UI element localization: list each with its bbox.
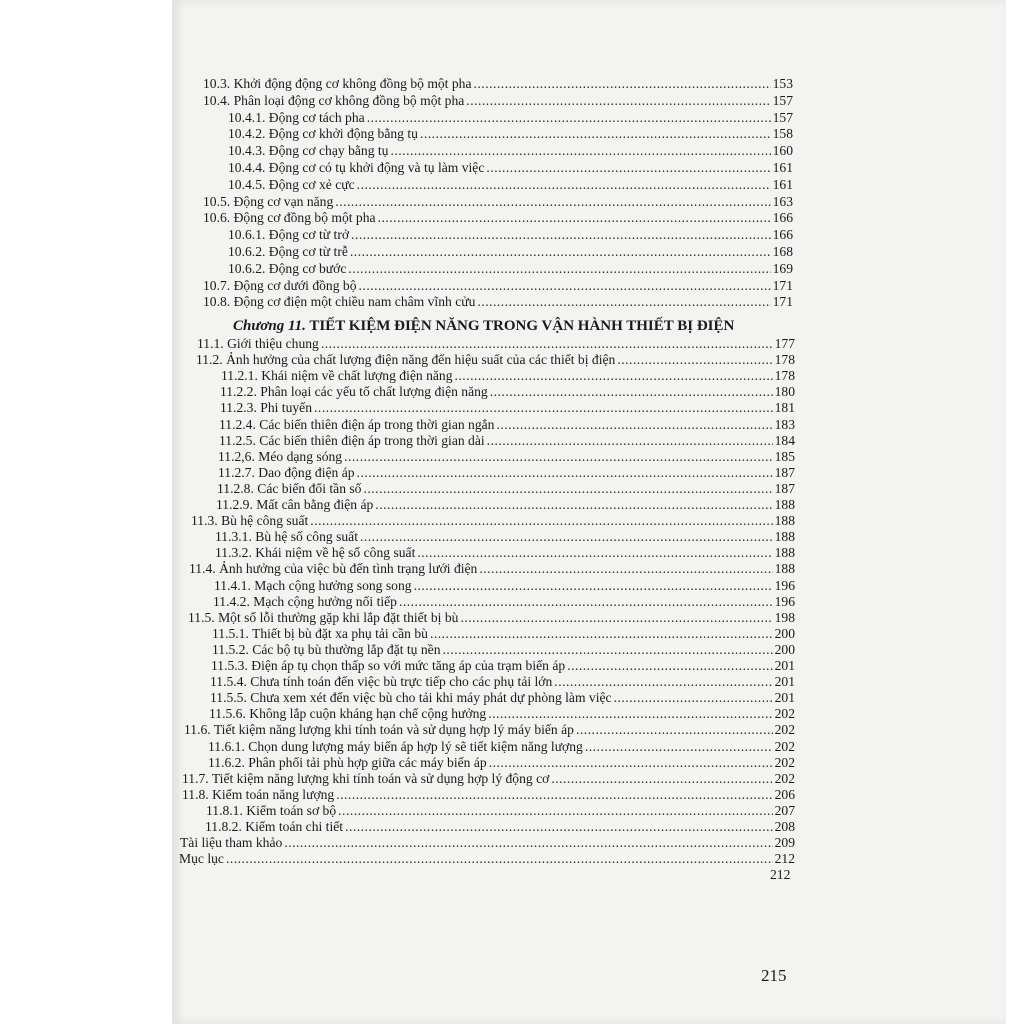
toc-entry-title: 11.4. Ảnh hưởng của việc bù đến tình trạng lưới điện (189, 561, 478, 577)
toc-leader-dots (490, 384, 773, 400)
toc-leader-dots (455, 368, 773, 384)
toc-leader-dots (226, 851, 773, 867)
toc-entry-page: 157 (772, 92, 793, 108)
toc-entry (217, 481, 795, 497)
toc-entry-page: 166 (772, 210, 793, 226)
toc-entry (219, 433, 795, 449)
toc-entry-title: 11.5.6. Không lắp cuộn kháng hạn chế cộng hưởng (209, 706, 487, 722)
toc-entry (191, 513, 795, 529)
toc-leader-dots (321, 336, 773, 352)
toc-leader-dots (375, 497, 772, 513)
toc-leader-dots (554, 674, 772, 690)
toc-leader-dots (367, 110, 771, 126)
toc-leader-dots (585, 739, 773, 755)
toc-entry-title: 11.2.1. Khái niệm về chất lượng điện năng (221, 368, 453, 384)
toc-entry-page: 196 (774, 577, 795, 593)
toc-entry (210, 690, 795, 706)
toc-entry-title: 11.4.2. Mạch cộng hưởng nối tiếp (213, 593, 397, 609)
toc-entry-page: 202 (774, 706, 795, 722)
toc-entry-title: 11.2,6. Méo dạng sóng (218, 448, 343, 464)
toc-entry-page: 201 (774, 674, 795, 690)
toc-entry-title: 11.7. Tiết kiệm năng lượng khi tính toán và sử dụng hợp lý động cơ (182, 770, 550, 786)
chapter-label: Chương 11. (233, 318, 306, 334)
toc-leader-dots (314, 400, 773, 416)
toc-entry (208, 739, 795, 755)
toc-entry-title: 11.8.1. Kiểm toán sơ bộ (206, 802, 337, 818)
toc-entry-title: 10.8. Động cơ điện một chiều nam châm vĩnh cửu (203, 294, 476, 310)
toc-leader-dots (399, 594, 773, 610)
toc-entry-page: 201 (774, 690, 795, 706)
toc-leader-dots (378, 210, 771, 226)
toc-entry-title: 10.5. Động cơ vạn năng (203, 193, 334, 209)
toc-entry-title: 11.2.8. Các biến đổi tần số (217, 480, 362, 496)
toc-entry (211, 658, 795, 674)
toc-leader-dots (466, 93, 770, 109)
toc-entry (215, 545, 795, 561)
toc-entry (215, 529, 795, 545)
toc-entry (228, 143, 793, 159)
toc-leader-dots (348, 261, 770, 277)
toc-leader-dots (338, 803, 772, 819)
toc-entry (182, 787, 795, 803)
toc-entry-page: 200 (774, 641, 795, 657)
toc-entry-page: 207 (774, 802, 795, 818)
toc-entry-title: 11.2.9. Mất cân bằng điện áp (216, 497, 374, 512)
toc-entry-page: 188 (774, 545, 795, 561)
toc-entry-page: 202 (774, 754, 795, 770)
toc-entry-page: 178 (774, 352, 795, 368)
toc-entry-page: 169 (772, 260, 793, 276)
toc-leader-dots (477, 294, 770, 310)
toc-entry-title: 11.8. Kiểm toán năng lượng (182, 786, 335, 802)
page-number: 215 (761, 966, 787, 985)
toc-entry-page: 185 (774, 448, 795, 464)
toc-entry-page: 153 (772, 76, 793, 91)
toc-entry (203, 93, 793, 109)
toc-entry-page: 158 (772, 126, 793, 142)
toc-leader-dots (363, 481, 772, 497)
toc-leader-dots (336, 787, 772, 803)
toc-entry (209, 706, 795, 722)
toc-entry (203, 76, 793, 92)
toc-leader-dots (417, 545, 772, 561)
toc-entry-page: 183 (774, 416, 795, 432)
toc-entry (216, 497, 795, 513)
toc-leader-dots (351, 227, 771, 243)
toc-entry-title: 11.5.4. Chưa tính toán đến việc bù trực tiếp cho các phụ tải lớn (210, 674, 553, 690)
toc-leader-dots (617, 352, 772, 368)
toc-entry-page: 212 (774, 851, 795, 867)
toc-entry-title: 10.4.1. Động cơ tách pha (228, 109, 365, 125)
toc-leader-dots (443, 642, 773, 658)
toc-entry (179, 851, 795, 867)
toc-entry-page: 171 (772, 277, 793, 293)
toc-entry-title: 10.7. Động cơ dưới đồng bộ (203, 277, 357, 293)
toc-leader-dots (414, 578, 773, 594)
chapter-title: TIẾT KIỆM ĐIỆN NĂNG TRONG VẬN HÀNH THIẾT BỊ ĐIỆN (309, 318, 735, 334)
toc-entry-title: 10.4.3. Động cơ chạy bằng tụ (228, 143, 389, 159)
toc-entry (182, 771, 795, 787)
toc-entry-title: 10.6.1. Động cơ từ trở (228, 227, 350, 243)
toc-leader-dots (359, 278, 771, 294)
toc-entry (206, 803, 795, 819)
toc-leader-dots (479, 561, 772, 577)
toc-entry (203, 278, 793, 294)
toc-entry-page: 201 (774, 658, 795, 673)
toc-entry-title: 11.5. Một số lỗi thường gặp khi lắp đặt thiết bị bù (188, 609, 459, 625)
toc-entry-title: 11.2.4. Các biến thiên điện áp trong thời gian ngắn (219, 416, 495, 432)
toc-entry (188, 610, 795, 626)
toc-entry-title: 11.5.1. Thiết bị bù đặt xa phụ tải cần bù (212, 625, 428, 641)
toc-entry (228, 227, 793, 243)
toc-leader-dots (344, 449, 773, 465)
toc-entry-page: 206 (774, 786, 795, 802)
toc-entry-page: 178 (774, 368, 795, 384)
toc-entry (189, 561, 795, 577)
toc-leader-dots (474, 76, 771, 92)
toc-entry-title: 11.4.1. Mạch cộng hưởng song song (214, 577, 412, 593)
toc-entry-title: 11.5.2. Các bộ tụ bù thường lắp đặt tụ nền (212, 641, 441, 657)
toc-entry-title: 10.6. Động cơ đồng bộ một pha (203, 210, 376, 226)
toc-entry-title: 11.5.3. Điện áp tụ chọn thấp so với mức tăng áp của trạm biến áp (211, 658, 566, 673)
toc-entry-title: Mục lục (179, 851, 224, 867)
toc-leader-dots (496, 417, 772, 433)
toc-entry (203, 210, 793, 226)
toc-entry-title: 11.2.5. Các biến thiên điện áp trong thời gian dài (219, 432, 485, 448)
toc-entry-page: 202 (774, 770, 795, 786)
toc-entry (220, 400, 795, 416)
toc-entry-page: 196 (774, 593, 795, 609)
toc-entry-title: 10.6.2. Động cơ bước (228, 260, 347, 276)
toc-entry-title: 10.3. Khởi động động cơ không đồng bộ một pha (203, 76, 472, 91)
toc-entry (228, 160, 793, 176)
chapter-heading (233, 318, 734, 335)
toc-entry-title: 11.8.2. Kiểm toán chi tiết (205, 819, 344, 834)
toc-entry (221, 368, 795, 384)
toc-entry-title: 11.2.2. Phân loại các yếu tố chất lượng điện năng (220, 384, 488, 400)
toc-entry-page: 180 (774, 384, 795, 400)
toc-entry-page: 157 (772, 109, 793, 125)
toc-entry (228, 126, 793, 142)
toc-leader-dots (567, 658, 772, 674)
toc-entry-title: 10.4.5. Động cơ xẻ cực (228, 176, 355, 192)
toc-entry-title: Tài liệu tham khảo (180, 835, 283, 851)
toc-entry (228, 177, 793, 193)
toc-leader-dots (390, 143, 770, 159)
toc-leader-dots (614, 690, 773, 706)
toc-entry-title: 11.6.2. Phân phối tải phù hợp giữa các máy biến áp (208, 754, 487, 770)
toc-entry-page: 184 (774, 432, 795, 448)
toc-entry (228, 110, 793, 126)
toc-entry-page: 202 (774, 722, 795, 738)
toc-entry (212, 626, 795, 642)
toc-entry-page: 188 (774, 529, 795, 545)
toc-leader-dots (357, 177, 771, 193)
toc-entry-page: 188 (774, 561, 795, 577)
toc-entry-title: 11.2. Ảnh hưởng của chất lượng điện năng đến hiệu suất của các thiết bị điện (196, 352, 616, 368)
toc-entry-page: 198 (774, 609, 795, 625)
toc-extra-page: 212 (770, 867, 791, 883)
toc-leader-dots (460, 610, 772, 626)
toc-entry-title: 11.2.7. Dao động điện áp (218, 464, 355, 480)
toc-leader-dots (357, 465, 773, 481)
toc-entry (205, 819, 795, 835)
toc-entry-title: 11.3. Bù hệ công suất (191, 513, 309, 529)
toc-entry (219, 417, 795, 433)
toc-entry-title: 10.6.2. Động cơ từ trễ (228, 244, 348, 259)
toc-entry-page: 171 (772, 294, 793, 310)
toc-leader-dots (551, 771, 772, 787)
toc-entry-title: 11.5.5. Chưa xem xét đến việc bù cho tải khi máy phát dự phòng làm việc (210, 690, 612, 706)
toc-leader-dots (335, 194, 770, 210)
toc-leader-dots (360, 529, 773, 545)
toc-entry (196, 352, 795, 368)
toc-leader-dots (284, 835, 772, 851)
toc-leader-dots (430, 626, 773, 642)
toc-entry-title: 11.3.1. Bù hệ số công suất (215, 529, 358, 545)
toc-entry (228, 244, 793, 260)
toc-leader-dots (489, 755, 773, 771)
toc-entry-title: 11.2.3. Phi tuyến (220, 400, 313, 416)
toc-entry-page: 208 (774, 819, 795, 834)
toc-entry-title: 11.6.1. Chọn dung lượng máy biến áp hợp lý sẽ tiết kiệm năng lượng (208, 738, 583, 754)
toc-entry-page: 177 (774, 336, 795, 351)
toc-entry-page: 188 (774, 497, 795, 512)
toc-entry-title: 10.4. Phân loại động cơ không đồng bộ một pha (203, 92, 465, 108)
toc-leader-dots (486, 160, 770, 176)
toc-entry (208, 755, 795, 771)
toc-entry (197, 336, 795, 352)
toc-leader-dots (345, 819, 773, 835)
toc-entry (210, 674, 795, 690)
toc-entry (218, 465, 795, 481)
toc-leader-dots (350, 244, 771, 260)
toc-entry-title: 10.4.2. Động cơ khởi động bằng tụ (228, 126, 418, 142)
toc-entry-page: 160 (772, 143, 793, 159)
toc-entry-page: 181 (774, 400, 795, 416)
toc-entry-title: 11.6. Tiết kiệm năng lượng khi tính toán và sử dụng hợp lý máy biến áp (184, 722, 574, 738)
toc-leader-dots (576, 722, 773, 738)
toc-entry-page: 168 (772, 244, 793, 259)
toc-entry-title: 11.3.2. Khái niệm về hệ số công suất (215, 545, 416, 561)
toc-entry (228, 261, 793, 277)
toc-entry (180, 835, 795, 851)
toc-leader-dots (487, 433, 773, 449)
toc-entry (203, 294, 793, 310)
toc-entry (220, 384, 795, 400)
toc-entry-page: 209 (774, 835, 795, 851)
toc-entry-page: 187 (774, 464, 795, 480)
toc-entry-page: 163 (772, 193, 793, 209)
toc-entry-page: 200 (774, 625, 795, 641)
toc-entry-page: 161 (772, 160, 793, 175)
toc-entry (213, 594, 795, 610)
toc-entry (218, 449, 795, 465)
toc-entry (212, 642, 795, 658)
toc-entry-title: 10.4.4. Động cơ có tụ khởi động và tụ làm việc (228, 160, 485, 175)
toc-entry (214, 578, 795, 594)
toc-entry-page: 202 (774, 738, 795, 754)
toc-entry-page: 161 (772, 176, 793, 192)
toc-entry (184, 722, 795, 738)
toc-leader-dots (310, 513, 772, 529)
toc-entry-page: 166 (772, 227, 793, 243)
toc-leader-dots (488, 706, 772, 722)
toc-entry-page: 188 (774, 513, 795, 529)
toc-entry-title: 11.1. Giới thiệu chung (197, 336, 319, 351)
toc-entry-page: 187 (774, 480, 795, 496)
toc-leader-dots (420, 126, 771, 142)
toc-entry (203, 194, 793, 210)
